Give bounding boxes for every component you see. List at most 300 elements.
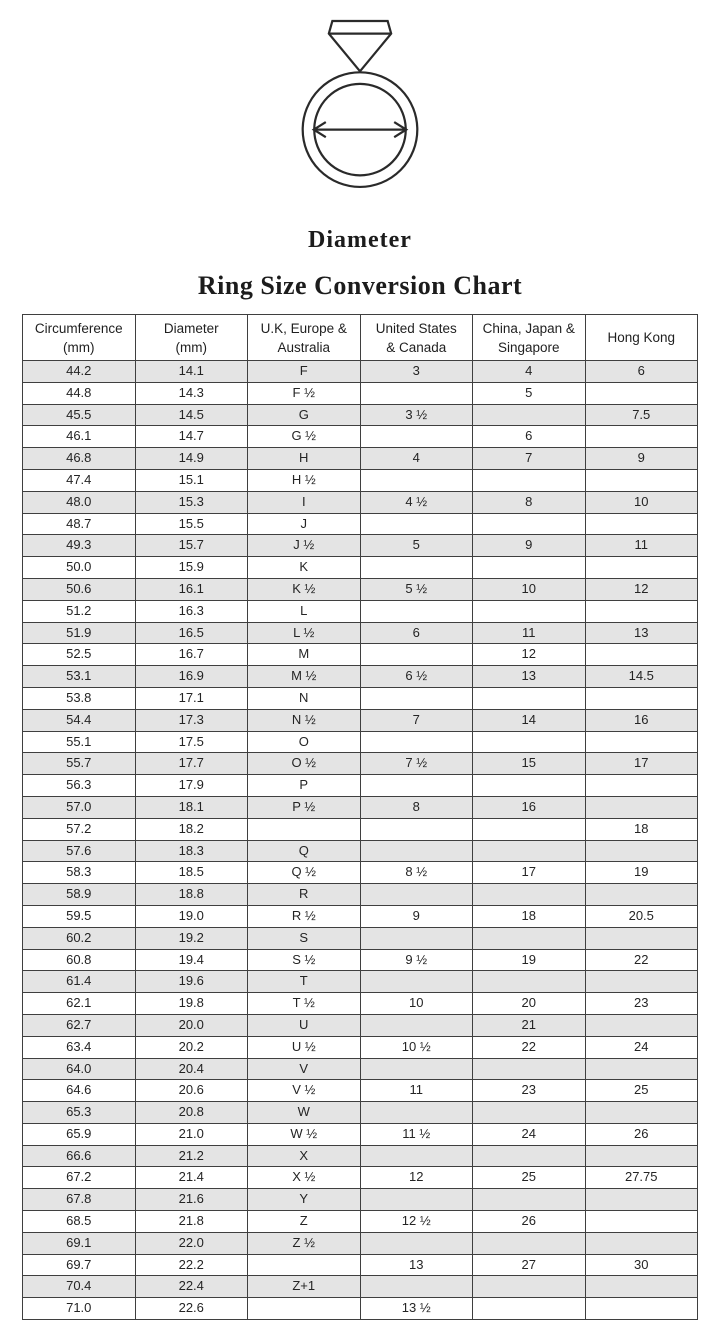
table-cell: 11: [473, 622, 586, 644]
table-cell: 58.9: [23, 884, 136, 906]
table-cell: [585, 1232, 698, 1254]
table-cell: 5 ½: [360, 578, 473, 600]
table-cell: 51.2: [23, 600, 136, 622]
table-cell: [585, 557, 698, 579]
table-cell: [360, 1276, 473, 1298]
table-cell: [585, 971, 698, 993]
table-cell: 12: [473, 644, 586, 666]
table-cell: [360, 644, 473, 666]
diameter-label: Diameter: [308, 227, 412, 253]
table-cell: 6: [585, 361, 698, 383]
column-header-line: China, Japan &: [482, 320, 575, 336]
table-cell: 20: [473, 993, 586, 1015]
table-cell: [585, 644, 698, 666]
table-cell: 19.6: [135, 971, 248, 993]
table-cell: 66.6: [23, 1145, 136, 1167]
table-cell: 19.0: [135, 905, 248, 927]
table-cell: K: [248, 557, 361, 579]
table-row: [23, 971, 698, 993]
table-cell: [473, 927, 586, 949]
table-cell: 21.4: [135, 1167, 248, 1189]
table-row: [23, 753, 698, 775]
table-cell: [360, 775, 473, 797]
table-cell: 26: [473, 1211, 586, 1233]
table-cell: J: [248, 513, 361, 535]
table-cell: [360, 1145, 473, 1167]
table-cell: [585, 1189, 698, 1211]
table-row: [23, 491, 698, 513]
table-cell: 25: [473, 1167, 586, 1189]
table-cell: [585, 1211, 698, 1233]
column-header-line: Australia: [277, 339, 331, 355]
table-cell: 13: [473, 666, 586, 688]
table-cell: 19.2: [135, 927, 248, 949]
table-cell: 16.7: [135, 644, 248, 666]
table-cell: [360, 557, 473, 579]
table-cell: [473, 1058, 586, 1080]
table-cell: 21.0: [135, 1123, 248, 1145]
table-cell: [473, 1102, 586, 1124]
table-cell: 7: [473, 448, 586, 470]
table-cell: 19: [473, 949, 586, 971]
table-cell: J ½: [248, 535, 361, 557]
table-cell: 16.9: [135, 666, 248, 688]
table-cell: 44.2: [23, 361, 136, 383]
table-cell: [585, 426, 698, 448]
table-cell: 15: [473, 753, 586, 775]
table-row: [23, 361, 698, 383]
table-cell: 16: [473, 796, 586, 818]
table-cell: [360, 382, 473, 404]
table-cell: [360, 600, 473, 622]
table-cell: [473, 1298, 586, 1320]
table-cell: 57.2: [23, 818, 136, 840]
table-cell: 57.6: [23, 840, 136, 862]
table-cell: 53.8: [23, 687, 136, 709]
ring-diameter-icon: [284, 14, 436, 200]
table-cell: W ½: [248, 1123, 361, 1145]
table-cell: 64.0: [23, 1058, 136, 1080]
table-cell: 18.3: [135, 840, 248, 862]
column-header-line: (mm): [175, 339, 207, 355]
table-cell: [473, 404, 586, 426]
table-cell: [473, 971, 586, 993]
table-cell: [585, 600, 698, 622]
page-title: Ring Size Conversion Chart: [197, 271, 523, 300]
table-cell: 11 ½: [360, 1123, 473, 1145]
table-cell: 61.4: [23, 971, 136, 993]
table-cell: [360, 884, 473, 906]
ring-diagram: [0, 14, 720, 254]
table-cell: 11: [360, 1080, 473, 1102]
table-cell: [473, 884, 586, 906]
table-cell: 55.7: [23, 753, 136, 775]
table-cell: [360, 687, 473, 709]
table-cell: 17.9: [135, 775, 248, 797]
table-cell: 17.5: [135, 731, 248, 753]
table-cell: 25: [585, 1080, 698, 1102]
table-row: [23, 862, 698, 884]
table-cell: 22.2: [135, 1254, 248, 1276]
table-cell: 15.7: [135, 535, 248, 557]
table-cell: 14.5: [585, 666, 698, 688]
table-cell: [585, 469, 698, 491]
table-cell: 10: [360, 993, 473, 1015]
table-cell: T ½: [248, 993, 361, 1015]
table-cell: [585, 775, 698, 797]
table-row: [23, 557, 698, 579]
table-cell: [473, 1189, 586, 1211]
table-cell: 65.9: [23, 1123, 136, 1145]
table-cell: 15.3: [135, 491, 248, 513]
header-row: [23, 315, 698, 361]
table-cell: 20.0: [135, 1014, 248, 1036]
table-cell: 22: [473, 1036, 586, 1058]
table-cell: 20.2: [135, 1036, 248, 1058]
table-cell: [473, 1145, 586, 1167]
table-cell: 12: [585, 578, 698, 600]
table-cell: [360, 426, 473, 448]
table-row: [23, 644, 698, 666]
table-cell: [360, 1189, 473, 1211]
column-header-line: Hong Kong: [607, 330, 676, 345]
table-cell: X: [248, 1145, 361, 1167]
table-cell: [585, 884, 698, 906]
table-cell: 8 ½: [360, 862, 473, 884]
table-cell: [473, 775, 586, 797]
table-cell: L: [248, 600, 361, 622]
table-cell: 10: [585, 491, 698, 513]
table-cell: P ½: [248, 796, 361, 818]
table-cell: M: [248, 644, 361, 666]
table-row: [23, 404, 698, 426]
column-header: [473, 315, 586, 361]
table-cell: 18.1: [135, 796, 248, 818]
table-cell: [360, 1058, 473, 1080]
table-cell: [585, 1014, 698, 1036]
table-cell: 19.4: [135, 949, 248, 971]
table-cell: [360, 840, 473, 862]
table-cell: N ½: [248, 709, 361, 731]
table-cell: 18: [473, 905, 586, 927]
table-cell: 7: [360, 709, 473, 731]
column-header: [360, 315, 473, 361]
table-row: [23, 905, 698, 927]
table-cell: [473, 557, 586, 579]
table-cell: [585, 796, 698, 818]
table-cell: X ½: [248, 1167, 361, 1189]
table-cell: 15.5: [135, 513, 248, 535]
table-cell: 15.9: [135, 557, 248, 579]
table-cell: 56.3: [23, 775, 136, 797]
table-cell: 67.2: [23, 1167, 136, 1189]
table-cell: 44.8: [23, 382, 136, 404]
table-cell: [473, 469, 586, 491]
table-row: [23, 884, 698, 906]
table-row: [23, 687, 698, 709]
table-cell: 46.1: [23, 426, 136, 448]
table-cell: 11: [585, 535, 698, 557]
table-header: [23, 315, 698, 361]
table-cell: 62.7: [23, 1014, 136, 1036]
table-cell: 57.0: [23, 796, 136, 818]
table-row: [23, 709, 698, 731]
table-cell: 22: [585, 949, 698, 971]
column-header-line: Circumference: [34, 320, 123, 336]
table-cell: [473, 687, 586, 709]
table-cell: 68.5: [23, 1211, 136, 1233]
table-cell: 45.5: [23, 404, 136, 426]
table-row: [23, 1102, 698, 1124]
table-cell: 17.7: [135, 753, 248, 775]
table-cell: 14.7: [135, 426, 248, 448]
table-cell: 6: [473, 426, 586, 448]
table-cell: T: [248, 971, 361, 993]
table-cell: 63.4: [23, 1036, 136, 1058]
table-cell: 22.6: [135, 1298, 248, 1320]
table-cell: 21.8: [135, 1211, 248, 1233]
table-cell: 24: [585, 1036, 698, 1058]
table-cell: 13: [585, 622, 698, 644]
table-cell: 9: [585, 448, 698, 470]
table-cell: Z: [248, 1211, 361, 1233]
table-row: [23, 1014, 698, 1036]
column-header: [248, 315, 361, 361]
table-cell: 16.3: [135, 600, 248, 622]
table-row: [23, 666, 698, 688]
table-cell: 6: [360, 622, 473, 644]
table-cell: 54.4: [23, 709, 136, 731]
table-cell: O: [248, 731, 361, 753]
table-cell: [473, 731, 586, 753]
table-cell: 48.7: [23, 513, 136, 535]
table-cell: 60.8: [23, 949, 136, 971]
table-cell: 22.4: [135, 1276, 248, 1298]
table-row: [23, 622, 698, 644]
table-cell: [585, 731, 698, 753]
table-row: [23, 840, 698, 862]
table-cell: 14: [473, 709, 586, 731]
table-cell: [360, 1102, 473, 1124]
table-row: [23, 1036, 698, 1058]
table-cell: [248, 818, 361, 840]
table-cell: [473, 1232, 586, 1254]
table-cell: 10: [473, 578, 586, 600]
table-cell: [585, 1276, 698, 1298]
table-cell: 27.75: [585, 1167, 698, 1189]
table-cell: 8: [360, 796, 473, 818]
table-cell: F ½: [248, 382, 361, 404]
table-cell: F: [248, 361, 361, 383]
column-header-line: Singapore: [497, 339, 560, 355]
table-cell: 53.1: [23, 666, 136, 688]
table-cell: 4: [473, 361, 586, 383]
table-cell: 60.2: [23, 927, 136, 949]
table-cell: U ½: [248, 1036, 361, 1058]
table-cell: 50.0: [23, 557, 136, 579]
table-row: [23, 448, 698, 470]
table-cell: [473, 513, 586, 535]
table-cell: 23: [585, 993, 698, 1015]
table-cell: 14.5: [135, 404, 248, 426]
table-cell: [585, 1102, 698, 1124]
table-row: [23, 927, 698, 949]
table-cell: [585, 513, 698, 535]
table-cell: 16: [585, 709, 698, 731]
table-cell: 47.4: [23, 469, 136, 491]
table-cell: G ½: [248, 426, 361, 448]
table-row: [23, 600, 698, 622]
table-cell: 3: [360, 361, 473, 383]
table-cell: [360, 731, 473, 753]
table-row: [23, 513, 698, 535]
table-cell: [585, 1145, 698, 1167]
table-cell: 9: [360, 905, 473, 927]
table-cell: 18.8: [135, 884, 248, 906]
table-row: [23, 535, 698, 557]
table-cell: 30: [585, 1254, 698, 1276]
table-cell: 49.3: [23, 535, 136, 557]
table-cell: [360, 513, 473, 535]
table-row: [23, 1232, 698, 1254]
table-cell: 13: [360, 1254, 473, 1276]
table-row: [23, 1058, 698, 1080]
table-cell: 20.6: [135, 1080, 248, 1102]
table-cell: 16.5: [135, 622, 248, 644]
table-cell: 17: [473, 862, 586, 884]
column-header-line: (mm): [63, 339, 95, 355]
table-cell: 12 ½: [360, 1211, 473, 1233]
table-cell: 27: [473, 1254, 586, 1276]
table-cell: S: [248, 927, 361, 949]
table-cell: 7.5: [585, 404, 698, 426]
table-cell: G: [248, 404, 361, 426]
table-row: [23, 731, 698, 753]
table-cell: 4 ½: [360, 491, 473, 513]
table-cell: P: [248, 775, 361, 797]
table-row: [23, 1298, 698, 1320]
table-cell: [248, 1298, 361, 1320]
table-cell: 16.1: [135, 578, 248, 600]
ring-size-conversion-table: [22, 314, 698, 1320]
column-header-line: United States: [375, 320, 457, 336]
table-cell: 55.1: [23, 731, 136, 753]
table-cell: S ½: [248, 949, 361, 971]
table-row: [23, 578, 698, 600]
table-cell: [360, 818, 473, 840]
table-cell: 14.3: [135, 382, 248, 404]
table-cell: [585, 1058, 698, 1080]
table-cell: 22.0: [135, 1232, 248, 1254]
table-cell: V: [248, 1058, 361, 1080]
table-cell: 58.3: [23, 862, 136, 884]
table-row: [23, 469, 698, 491]
table-cell: Y: [248, 1189, 361, 1211]
table-cell: 6 ½: [360, 666, 473, 688]
table-cell: 67.8: [23, 1189, 136, 1211]
table-cell: 14.9: [135, 448, 248, 470]
table-cell: 64.6: [23, 1080, 136, 1102]
table-cell: 21: [473, 1014, 586, 1036]
table-cell: [473, 840, 586, 862]
table-cell: 50.6: [23, 578, 136, 600]
table-cell: I: [248, 491, 361, 513]
table-cell: H: [248, 448, 361, 470]
table-cell: 18: [585, 818, 698, 840]
table-cell: 10 ½: [360, 1036, 473, 1058]
table-row: [23, 818, 698, 840]
table-cell: 17.3: [135, 709, 248, 731]
table-cell: Z ½: [248, 1232, 361, 1254]
table-cell: 5: [360, 535, 473, 557]
table-cell: [360, 971, 473, 993]
table-cell: 59.5: [23, 905, 136, 927]
table-cell: 4: [360, 448, 473, 470]
table-cell: Q: [248, 840, 361, 862]
table-cell: 46.8: [23, 448, 136, 470]
table-row: [23, 1254, 698, 1276]
table-row: [23, 949, 698, 971]
table-cell: V ½: [248, 1080, 361, 1102]
table-row: [23, 1211, 698, 1233]
column-header-line: Diameter: [163, 320, 219, 336]
table-cell: 17.1: [135, 687, 248, 709]
table-cell: 48.0: [23, 491, 136, 513]
table-cell: 23: [473, 1080, 586, 1102]
column-header-line: U.K, Europe &: [260, 320, 347, 336]
table-cell: 24: [473, 1123, 586, 1145]
table-row: [23, 1167, 698, 1189]
table-cell: Q ½: [248, 862, 361, 884]
table-cell: [585, 840, 698, 862]
table-cell: 65.3: [23, 1102, 136, 1124]
table-cell: L ½: [248, 622, 361, 644]
table-cell: 18.5: [135, 862, 248, 884]
table-cell: Z+1: [248, 1276, 361, 1298]
table-cell: R ½: [248, 905, 361, 927]
table-cell: [248, 1254, 361, 1276]
table-row: [23, 1276, 698, 1298]
table-cell: 14.1: [135, 361, 248, 383]
table-cell: [585, 927, 698, 949]
table-cell: M ½: [248, 666, 361, 688]
table-row: [23, 1080, 698, 1102]
table-cell: 19.8: [135, 993, 248, 1015]
table-cell: 52.5: [23, 644, 136, 666]
table-cell: O ½: [248, 753, 361, 775]
table-cell: 21.6: [135, 1189, 248, 1211]
table-cell: [360, 927, 473, 949]
table-cell: [585, 687, 698, 709]
column-header: [135, 315, 248, 361]
table-cell: 19: [585, 862, 698, 884]
table-cell: 20.8: [135, 1102, 248, 1124]
table-cell: 26: [585, 1123, 698, 1145]
table-cell: 20.5: [585, 905, 698, 927]
table-row: [23, 796, 698, 818]
table-cell: 5: [473, 382, 586, 404]
table-cell: 69.1: [23, 1232, 136, 1254]
table-cell: [585, 1298, 698, 1320]
table-cell: [585, 382, 698, 404]
table-cell: 9: [473, 535, 586, 557]
table-cell: 3 ½: [360, 404, 473, 426]
column-header: [585, 315, 698, 361]
table-cell: H ½: [248, 469, 361, 491]
table-cell: [473, 1276, 586, 1298]
table-cell: 13 ½: [360, 1298, 473, 1320]
table-cell: 7 ½: [360, 753, 473, 775]
